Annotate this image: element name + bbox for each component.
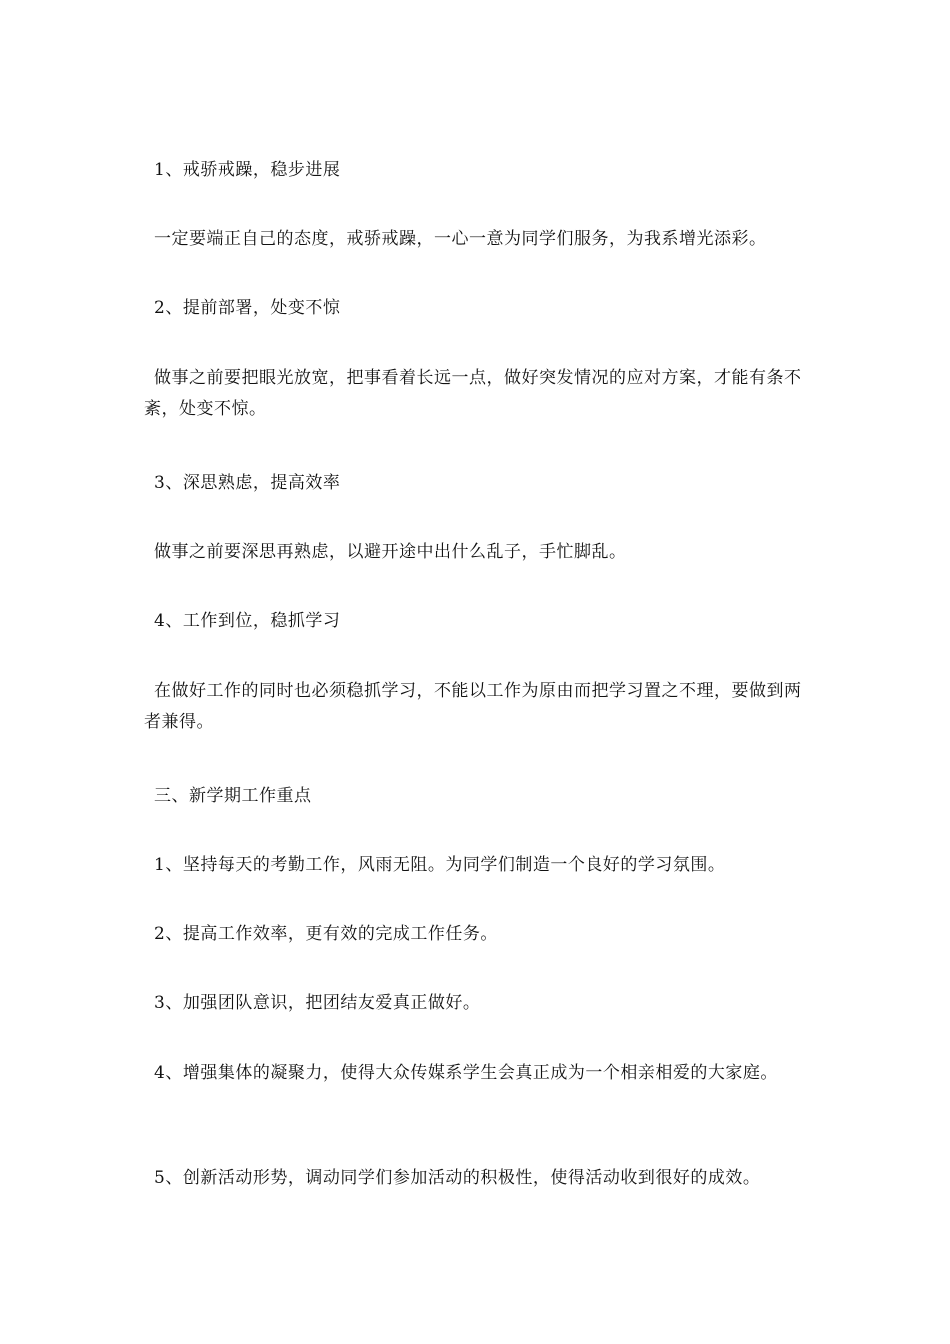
list-item-5: 5、创新活动形势，调动同学们参加活动的积极性，使得活动收到很好的成效。 <box>154 1168 761 1188</box>
list-item-4: 4、增强集体的凝聚力，使得大众传媒系学生会真正成为一个相亲相爱的大家庭。 <box>154 1063 778 1083</box>
list-item-3: 3、加强团队意识，把团结友爱真正做好。 <box>154 993 481 1013</box>
paragraph-3: 做事之前要深思再熟虑，以避开途中出什么乱子，手忙脚乱。 <box>154 542 627 562</box>
list-item-1: 1、坚持每天的考勤工作，风雨无阻。为同学们制造一个良好的学习氛围。 <box>154 855 726 875</box>
paragraph-2: 做事之前要把眼光放宽，把事看着长远一点，做好突发情况的应对方案，才能有条不紊，处变不惊。 <box>144 368 802 419</box>
paragraph-4: 在做好工作的同时也必须稳抓学习，不能以工作为原由而把学习置之不理，要做到两者兼得。 <box>144 681 802 732</box>
heading-3: 3、深思熟虑，提高效率 <box>154 473 341 493</box>
heading-1: 1、戒骄戒躁，稳步进展 <box>154 160 341 180</box>
heading-section-3: 三、新学期工作重点 <box>154 786 312 806</box>
heading-2: 2、提前部署，处变不惊 <box>154 298 341 318</box>
paragraph-1: 一定要端正自己的态度，戒骄戒躁，一心一意为同学们服务，为我系增光添彩。 <box>154 229 767 249</box>
list-item-2: 2、提高工作效率，更有效的完成工作任务。 <box>154 924 498 944</box>
heading-4: 4、工作到位，稳抓学习 <box>154 611 341 631</box>
